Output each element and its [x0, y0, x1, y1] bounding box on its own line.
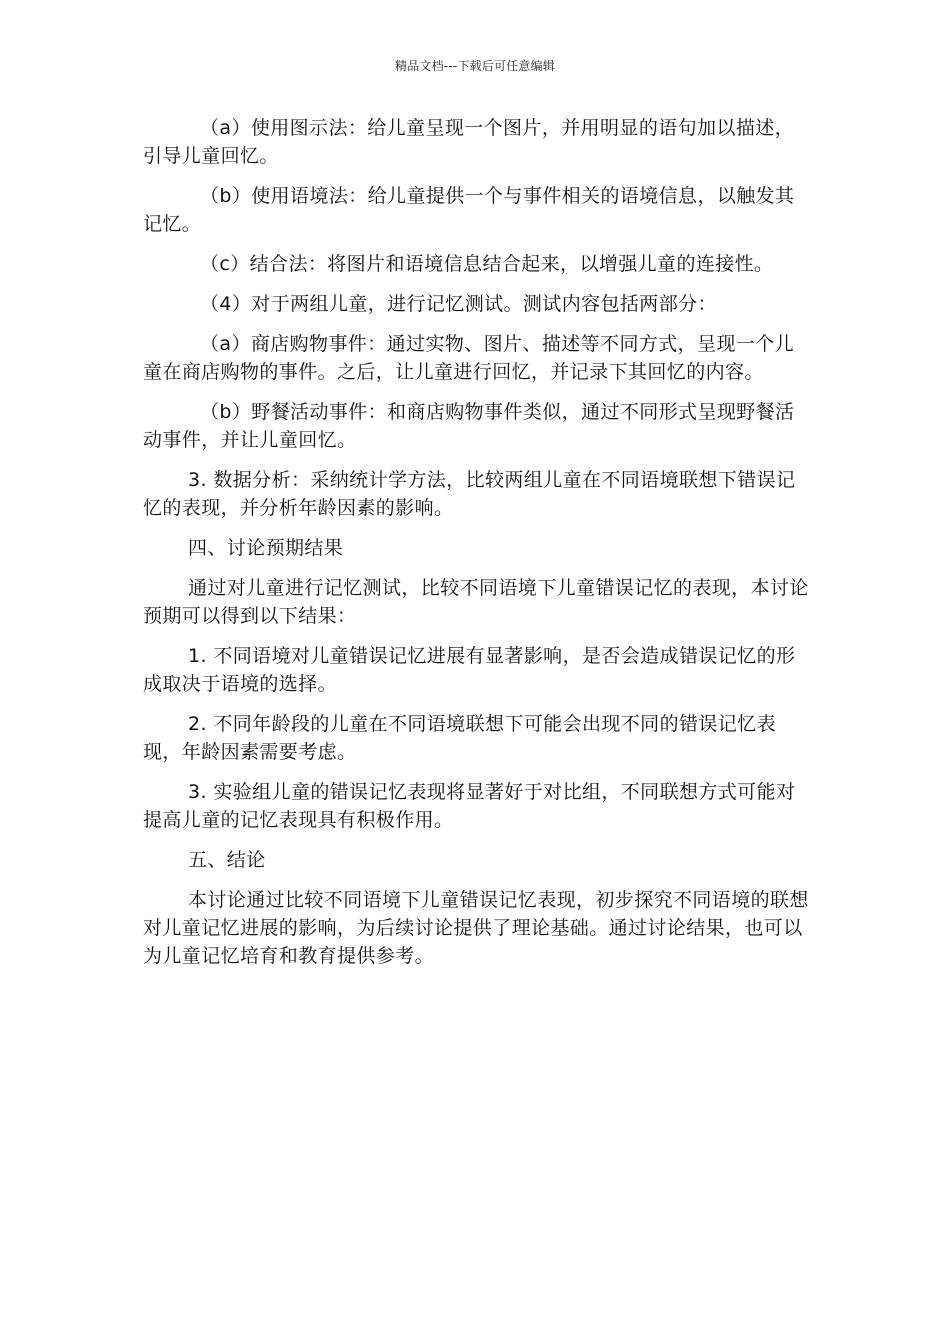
paragraph-conclusion: 本讨论通过比较不同语境下儿童错误记忆表现，初步探究不同语境的联想对儿童记忆进展的影响，为后续讨论提供了理论基础。通过讨论结果，也可以为儿童记忆培育和教育提供参考。 [143, 889, 809, 967]
paragraph-method-c: （c）结合法：将图片和语境信息结合起来，以增强儿童的连接性。 [200, 253, 774, 275]
section-heading-expected-results: 四、讨论预期结果 [188, 537, 344, 559]
paragraph-result-3: 3. 实验组儿童的错误记忆表现将显著好于对比组，不同联想方式可能对提高儿童的记忆表现具有积极作用。 [143, 781, 796, 831]
paragraph-method-b: （b）使用语境法：给儿童提供一个与事件相关的语境信息，以触发其记忆。 [143, 185, 795, 235]
section-heading-conclusion: 五、结论 [188, 849, 266, 871]
paragraph-result-2: 2. 不同年龄段的儿童在不同语境联想下可能会出现不同的错误记忆表现，年龄因素需要考虑。 [143, 713, 776, 763]
paragraph-result-1: 1. 不同语境对儿童错误记忆进展有显著影响，是否会造成错误记忆的形成取决于语境的选择。 [143, 645, 796, 695]
paragraph-event-b: （b）野餐活动事件：和商店购物事件类似，通过不同形式呈现野餐活动事件，并让儿童回忆。 [143, 401, 795, 451]
paragraph-event-a: （a）商店购物事件：通过实物、图片、描述等不同方式，呈现一个儿童在商店购物的事件。之后，让儿童进行回忆，并记录下其回忆的内容。 [143, 333, 795, 383]
paragraph-results-intro: 通过对儿童进行记忆测试，比较不同语境下儿童错误记忆的表现，本讨论预期可以得到以下结果： [143, 577, 809, 627]
page-header: 精品文档---下载后可任意编辑 [395, 59, 555, 73]
paragraph-data-analysis: 3. 数据分析：采纳统计学方法，比较两组儿童在不同语境联想下错误记忆的表现，并分析年龄因素的影响。 [143, 469, 796, 519]
paragraph-method-a: （a）使用图示法：给儿童呈现一个图片，并用明显的语句加以描述，引导儿童回忆。 [143, 117, 795, 167]
paragraph-step-4: （4）对于两组儿童，进行记忆测试。测试内容包括两部分： [200, 293, 717, 315]
document-body [143, 114, 811, 982]
